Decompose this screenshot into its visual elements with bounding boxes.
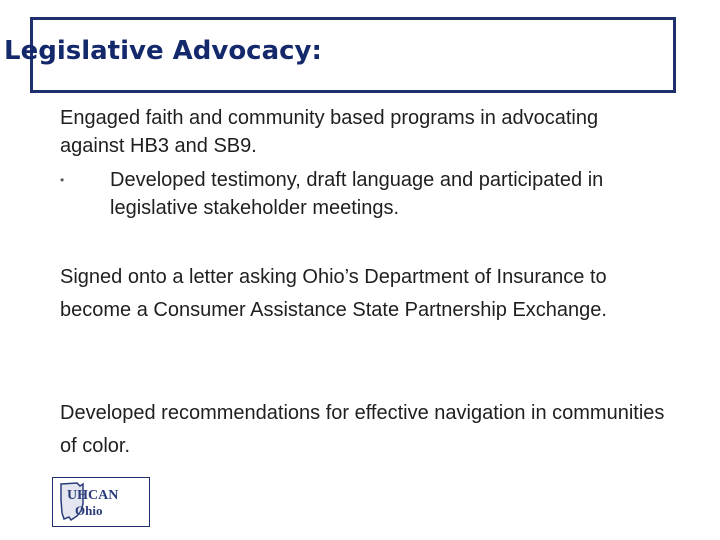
uhcan-ohio-logo bbox=[52, 477, 150, 527]
bullet-text: Developed testimony, draft language and participated in legislative stakeholder meetings. bbox=[110, 169, 604, 219]
paragraph-letter: Signed onto a letter asking Ohio’s Department of Insurance to become a Consumer Assistance State Partnership Exchange. bbox=[60, 266, 607, 321]
logo-text-uhcan: UHCAN bbox=[67, 488, 119, 503]
bullet-marker: • bbox=[60, 173, 65, 187]
logo-text-ohio: Ohio bbox=[75, 503, 103, 518]
bullet-item bbox=[60, 166, 660, 222]
slide-title: Legislative Advocacy: bbox=[4, 36, 322, 66]
paragraph-faith-programs: Engaged faith and community based programs in advocating against HB3 and SB9. bbox=[60, 107, 599, 157]
paragraph-recommendations: Developed recommendations for effective navigation in communities of color. bbox=[60, 402, 665, 457]
